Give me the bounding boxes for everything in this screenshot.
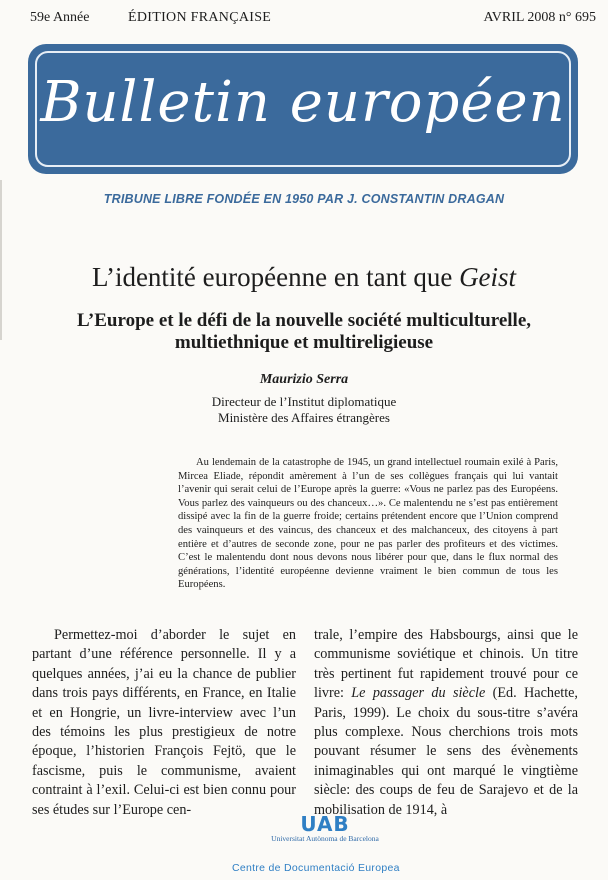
body-column-1: Permettez-moi d’aborder le sujet en partant d’une référence personnelle. Il y a quelques années, j’ai eu la chance de publier dans trois pays différents, en France, en Italie et en Hongrie, un livre-interview avec l’un des témoins les plus prestigieux de notre époque, l’historien François Fejtö, que le fascisme, puis le communisme, avaient contraint à l’exil. Celui-ci est bien connu pour ses études sur l’Europe cen- [32, 627, 296, 818]
col2-text-a: trale, l’empire des Habsbourgs, ainsi que le communisme soviétique et chinois. Un titre très pertinent fut rapidement trouvé pour ce livre: [314, 627, 578, 702]
col2-text-b: (Ed. Hachette, Paris, 1999). Le choix du sous-titre s’avéra plus complexe. Nous cherchions trois mots pouvant résumer le sens des évènements inimaginables qui ont marqué le vingtième siècle: des coups de feu de Sarajevo et de la mobilisation de 1914, à [314, 685, 578, 818]
masthead-tagline: TRIBUNE LIBRE FONDÉE EN 1950 PAR J. CONSTANTIN DRAGAN [103, 192, 505, 206]
subtitle-line-1: L’Europe et le défi de la nouvelle société multiculturelle, [76, 310, 531, 331]
author-name: Maurizio Serra [259, 372, 349, 387]
subtitle-line-2: multiethnique et multireligieuse [174, 332, 434, 353]
edition-label: ÉDITION FRANÇAISE [128, 10, 272, 25]
author-affiliation-2: Ministère des Affaires étrangères [218, 410, 390, 425]
issue-header [0, 10, 608, 28]
year-label: 59e Année [30, 10, 90, 25]
library-stamp [220, 812, 430, 843]
author-affiliation-1: Directeur de l’Institut diplomatique [211, 394, 397, 409]
university-name: Universitat Autònoma de Barcelona [271, 834, 379, 843]
article-title [0, 262, 608, 293]
uab-logo: UAB [300, 812, 350, 836]
book-title: Le passager du siècle [351, 685, 486, 702]
issue-label: AVRIL 2008 n° 695 [483, 10, 596, 25]
article-title-main: L’identité européenne en tant que [91, 262, 460, 292]
masthead-banner [28, 44, 578, 174]
article-subtitle [0, 310, 608, 354]
article-title-italic: Geist [459, 262, 517, 292]
publication-title: Bulletin européen [40, 70, 566, 135]
body-column-2 [314, 626, 578, 820]
article-abstract: Au lendemain de la catastrophe de 1945, un grand intellectuel roumain exilé à Paris, Mircea Eliade, répondit amèrement à l’un de ses collègues français qui lui vantait l’avenir qui serait celui de l’Europe après la guerre: «Vous ne parlez pas des Européens. Vous parlez des vainqueurs ou des chanceux…». Ce malentendu ne s’est pas entièrement dissipé avec la fin de la guerre froide; certains prétendent encore que l’Union comprend des vainqueurs et des vaincus, des chanceux et des malchanceux, des citoyens à part entière et d’autres de seconde zone, pour ne pas parler des profiteurs et des victimes. C’est le malentendu dont nous devons nous libérer pour que, dans le flux normal des générations, l’identité européenne devienne vraiment le bien commun de tous les Européens. [178, 457, 558, 591]
documentation-centre-label: Centre de Documentació Europea [232, 862, 400, 874]
